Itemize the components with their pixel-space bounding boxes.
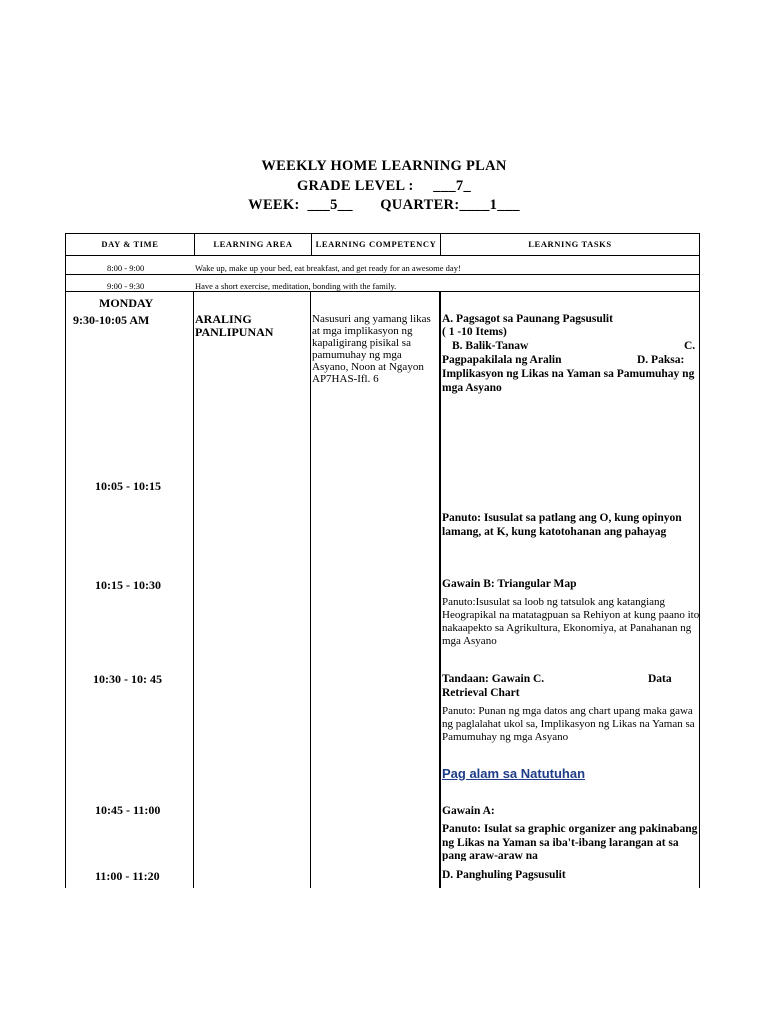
grade-level-line: GRADE LEVEL : ___7_	[296, 178, 472, 194]
routine-time-1: 8:00 - 9:00	[107, 263, 145, 273]
header-day-time: DAY & TIME	[101, 239, 159, 249]
day-monday: MONDAY	[99, 296, 154, 310]
task-panuto-3: Panuto: Punan ng mga datos ang chart upang maka gawa ng paglalahat ukol sa, Implikasyon ng Likas na Yaman sa Pamumuhay ng mga Asyano	[442, 705, 695, 743]
learning-area: ARALING PANLIPUNAN	[195, 312, 274, 339]
time-slot-3: 10:15 - 10:30	[95, 578, 161, 592]
task-c-label: Pagpapakilala ng Aralin	[442, 354, 562, 366]
learning-competency: Nasusuri ang yamang likas at mga implikasyon ng kapaligirang pisikal sa pamumuhay ng mga Asyano, Noon at Ngayon AP7HAS-Ifl. 6	[312, 313, 431, 385]
routine-time-2: 9:00 - 9:30	[107, 281, 145, 291]
task-panuto-4: Panuto: Isulat sa graphic organizer ang pakinabang ng Likas na Yaman sa iba't-ibang larangan at sa pang araw-araw na	[442, 823, 698, 861]
week-quarter-line: WEEK: ___5__ QUARTER:____1___	[248, 197, 520, 213]
task-d-topic: Implikasyon ng Likas na Yaman sa Pamumuhay ng mga Asyano	[442, 368, 695, 394]
routine-activity-2: Have a short exercise, meditation, bonding with the family.	[195, 281, 397, 291]
time-slot-1: 9:30-10:05 AM	[73, 313, 150, 327]
task-retrieval-chart: Retrieval Chart	[442, 687, 520, 699]
task-final-test: D. Panghuling Pagsusulit	[442, 869, 566, 881]
task-tandaan: Tandaan: Gawain C.	[442, 673, 545, 685]
header-learning-area: LEARNING AREA	[213, 239, 293, 249]
task-panuto-1: Panuto: Isusulat sa patlang ang O, kung opinyon lamang, at K, kung katotohanan ang pahayag	[442, 512, 682, 538]
time-slot-6: 11:00 - 11:20	[95, 869, 160, 883]
header-learning-tasks: LEARNING TASKS	[528, 239, 612, 249]
time-slot-5: 10:45 - 11:00	[95, 803, 161, 817]
header-learning-competency: LEARNING COMPETENCY	[315, 239, 437, 249]
task-panuto-4-clip	[442, 823, 700, 861]
task-a-items: ( 1 -10 Items)	[442, 326, 507, 338]
task-gawain-a: Gawain A:	[442, 805, 495, 817]
plan-title: WEEKLY HOME LEARNING PLAN	[261, 158, 507, 174]
pag-alam-link[interactable]: Pag alam sa Natutuhan	[442, 766, 586, 781]
task-c: C.	[684, 340, 696, 352]
routine-activity-1: Wake up, make up your bed, eat breakfast, and get ready for an awesome day!	[195, 263, 461, 273]
task-panuto-2: Panuto:Isusulat sa loob ng tatsulok ang katangiang Heograpikal na matatagpuan sa Rehiyon at kung paano ito nakaapekto sa Agrikultura, Ekonomiya, at Panahanan ng mga Asyano	[442, 596, 700, 647]
time-slot-4: 10:30 - 10: 45	[93, 672, 162, 686]
table-header-row	[65, 233, 700, 256]
time-slot-2: 10:05 - 10:15	[95, 479, 161, 493]
task-d: D. Paksa:	[637, 354, 685, 366]
task-b: B. Balik-Tanaw	[452, 340, 529, 352]
task-gawain-b: Gawain B: Triangular Map	[442, 578, 577, 590]
task-a: A. Pagsagot sa Paunang Pagsusulit	[442, 313, 613, 325]
task-data-label: Data	[648, 673, 672, 685]
